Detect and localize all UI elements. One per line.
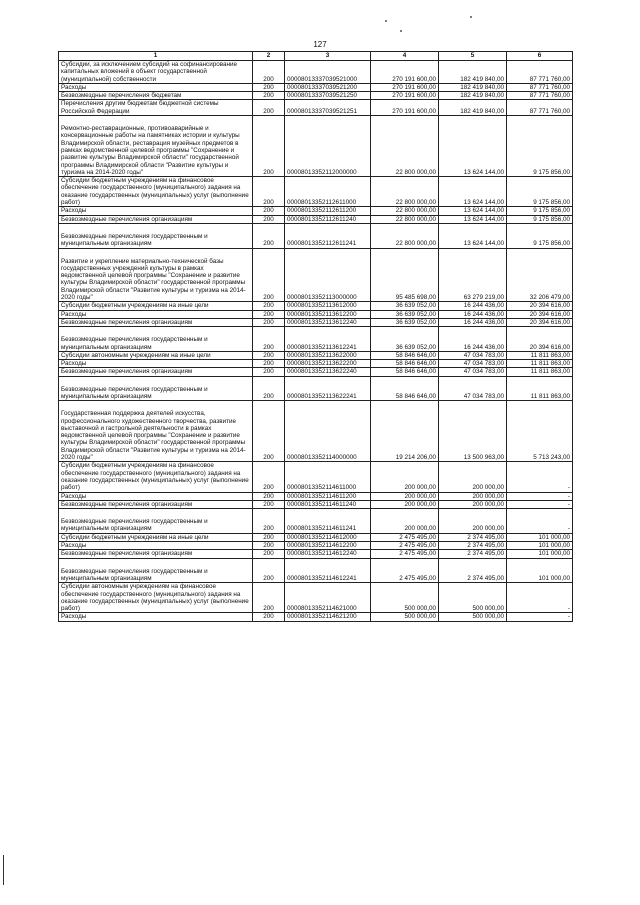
- row-value-col5-cell: 200 000,00: [439, 492, 507, 500]
- row-value-col4-cell: 58 846 646,00: [371, 376, 439, 401]
- row-classification-cell: 00008013352113622000: [285, 351, 371, 359]
- row-value-col4-cell: 200 000,00: [371, 500, 439, 508]
- column-header: 6: [507, 52, 573, 61]
- row-value-col5-cell: 500 000,00: [439, 613, 507, 621]
- header-row: [59, 52, 573, 61]
- row-code-cell: 200: [253, 248, 285, 302]
- table-row: [59, 215, 573, 223]
- row-name-cell: Субсидии бюджетным учреждениям на иные цели: [59, 533, 253, 541]
- row-value-col5-cell: 182 419 840,00: [439, 61, 507, 84]
- scan-speck: [385, 20, 387, 22]
- row-code-cell: 200: [253, 83, 285, 91]
- row-code-cell: 200: [253, 215, 285, 223]
- row-value-col5-cell: 13 624 144,00: [439, 116, 507, 177]
- row-name-cell: Субсидии бюджетным учреждениям на финансовое обеспечение государственного (муниципального) задания на оказание государственных (муниципальных) услуг (выполнение работ): [59, 462, 253, 492]
- row-value-col4-cell: 270 191 600,00: [371, 83, 439, 91]
- row-code-cell: 200: [253, 492, 285, 500]
- row-code-cell: 200: [253, 302, 285, 310]
- row-value-col6-cell: 20 394 616,00: [507, 310, 573, 318]
- row-value-col6-cell: 87 771 760,00: [507, 92, 573, 100]
- row-classification-cell: 00008013352113622240: [285, 368, 371, 376]
- margin-mark: [3, 855, 4, 885]
- row-name-cell: Перечисления другим бюджетам бюджетной системы Российской Федерации: [59, 100, 253, 116]
- row-name-cell: Субсидии бюджетным учреждениям на иные цели: [59, 302, 253, 310]
- row-classification-cell: 00008013352112611000: [285, 177, 371, 207]
- row-code-cell: 200: [253, 401, 285, 462]
- row-value-col4-cell: 19 214 206,00: [371, 401, 439, 462]
- row-value-col4-cell: 58 846 646,00: [371, 351, 439, 359]
- row-classification-cell: 00008013352113612200: [285, 310, 371, 318]
- scan-speck: [470, 16, 472, 18]
- row-value-col6-cell: 20 394 616,00: [507, 318, 573, 326]
- row-classification-cell: 00008013352114621000: [285, 583, 371, 613]
- row-value-col6-cell: -: [507, 583, 573, 613]
- row-value-col4-cell: 2 475 495,00: [371, 550, 439, 558]
- row-code-cell: 200: [253, 550, 285, 558]
- row-code-cell: 200: [253, 116, 285, 177]
- table-row: [59, 223, 573, 248]
- row-value-col6-cell: 87 771 760,00: [507, 100, 573, 116]
- row-name-cell: Субсидии автономным учреждениям на иные цели: [59, 351, 253, 359]
- row-value-col4-cell: 36 639 052,00: [371, 318, 439, 326]
- row-value-col4-cell: 2 475 495,00: [371, 533, 439, 541]
- row-value-col5-cell: 47 034 783,00: [439, 351, 507, 359]
- row-code-cell: 200: [253, 368, 285, 376]
- table-row: [59, 462, 573, 492]
- row-value-col5-cell: 200 000,00: [439, 509, 507, 534]
- row-value-col5-cell: 47 034 783,00: [439, 368, 507, 376]
- table-row: [59, 360, 573, 368]
- row-classification-cell: 00008013352114612240: [285, 550, 371, 558]
- row-name-cell: Безвозмездные перечисления организациям: [59, 368, 253, 376]
- row-value-col6-cell: 9 175 856,00: [507, 215, 573, 223]
- row-code-cell: 200: [253, 223, 285, 248]
- row-value-col4-cell: 2 475 495,00: [371, 542, 439, 550]
- row-name-cell: Субсидии, за исключением субсидий на софинансирование капитальных вложений в объект государственной (муниципальной) собственности: [59, 61, 253, 84]
- row-value-col6-cell: -: [507, 500, 573, 508]
- row-classification-cell: 00008013352112000000: [285, 116, 371, 177]
- row-name-cell: Субсидии автономным учреждениям на финансовое обеспечение государственного (муниципального) задания на оказание государственных (муниципальных) услуг (выполнение работ): [59, 583, 253, 613]
- budget-table: [58, 51, 573, 622]
- row-name-cell: Безвозмездные перечисления организациям: [59, 550, 253, 558]
- row-classification-cell: 00008013352114612241: [285, 558, 371, 583]
- row-value-col6-cell: 9 175 856,00: [507, 116, 573, 177]
- table-row: [59, 302, 573, 310]
- row-code-cell: 200: [253, 318, 285, 326]
- row-code-cell: 200: [253, 360, 285, 368]
- table-row: [59, 509, 573, 534]
- row-name-cell: Безвозмездные перечисления организациям: [59, 215, 253, 223]
- row-classification-cell: 00008013352114611200: [285, 492, 371, 500]
- column-header: 5: [439, 52, 507, 61]
- row-name-cell: Безвозмездные перечисления государственным и муниципальным организациям: [59, 327, 253, 352]
- row-value-col6-cell: -: [507, 462, 573, 492]
- row-value-col5-cell: 13 624 144,00: [439, 177, 507, 207]
- table-row: [59, 368, 573, 376]
- row-value-col6-cell: 5 713 243,00: [507, 401, 573, 462]
- row-classification-cell: 00008013352114612200: [285, 542, 371, 550]
- table-row: [59, 248, 573, 302]
- row-classification-cell: 00008013352114611240: [285, 500, 371, 508]
- row-code-cell: 200: [253, 92, 285, 100]
- row-value-col5-cell: 182 419 840,00: [439, 92, 507, 100]
- row-value-col6-cell: 11 811 863,00: [507, 376, 573, 401]
- row-classification-cell: 00008013352112611200: [285, 207, 371, 215]
- row-name-cell: Безвозмездные перечисления государственным и муниципальным организациям: [59, 376, 253, 401]
- row-value-col6-cell: 87 771 760,00: [507, 61, 573, 84]
- row-code-cell: 200: [253, 542, 285, 550]
- row-classification-cell: 00008013352114621200: [285, 613, 371, 621]
- row-name-cell: Безвозмездные перечисления государственным и муниципальным организациям: [59, 223, 253, 248]
- row-value-col4-cell: 22 800 000,00: [371, 116, 439, 177]
- row-value-col4-cell: 22 800 000,00: [371, 207, 439, 215]
- row-code-cell: 200: [253, 558, 285, 583]
- row-name-cell: Ремонтно-реставрационные, противоаварийные и консервационные работы на памятниках истории и культуры Владимирской области, реставрация музейных предметов в рамках ведомственной целевой программы "Сохранение и развитие культуры Владимирской области" государственной программы Владимирской области "Развитие культуры и туризма на 2014-2020 годы": [59, 116, 253, 177]
- table-row: [59, 116, 573, 177]
- row-value-col5-cell: 13 624 144,00: [439, 223, 507, 248]
- row-value-col4-cell: 2 475 495,00: [371, 558, 439, 583]
- column-header: 2: [253, 52, 285, 61]
- table-row: [59, 401, 573, 462]
- row-value-col6-cell: 9 175 856,00: [507, 207, 573, 215]
- row-value-col5-cell: 16 244 436,00: [439, 302, 507, 310]
- row-value-col5-cell: 13 624 144,00: [439, 207, 507, 215]
- row-code-cell: 200: [253, 376, 285, 401]
- row-value-col6-cell: 87 771 760,00: [507, 83, 573, 91]
- row-value-col5-cell: 2 374 495,00: [439, 533, 507, 541]
- row-code-cell: 200: [253, 583, 285, 613]
- row-value-col4-cell: 36 639 052,00: [371, 327, 439, 352]
- table-row: [59, 492, 573, 500]
- row-code-cell: 200: [253, 462, 285, 492]
- row-value-col4-cell: 22 800 000,00: [371, 223, 439, 248]
- row-value-col5-cell: 200 000,00: [439, 462, 507, 492]
- row-name-cell: Расходы: [59, 542, 253, 550]
- row-classification-cell: 00008013337039521200: [285, 83, 371, 91]
- row-name-cell: Безвозмездные перечисления государственным и муниципальным организациям: [59, 509, 253, 534]
- row-value-col5-cell: 16 244 436,00: [439, 310, 507, 318]
- table-row: [59, 207, 573, 215]
- table-body: [59, 61, 573, 622]
- row-code-cell: 200: [253, 533, 285, 541]
- row-value-col6-cell: 9 175 856,00: [507, 177, 573, 207]
- row-value-col5-cell: 2 374 495,00: [439, 542, 507, 550]
- row-classification-cell: 00008013352112611240: [285, 215, 371, 223]
- table-row: [59, 550, 573, 558]
- page-number: 127: [313, 40, 327, 49]
- row-classification-cell: 00008013352113622241: [285, 376, 371, 401]
- row-value-col6-cell: 101 000,00: [507, 542, 573, 550]
- row-classification-cell: 00008013337039521000: [285, 61, 371, 84]
- row-code-cell: 200: [253, 207, 285, 215]
- row-name-cell: Субсидии бюджетным учреждениям на финансовое обеспечение государственного (муниципального) задания на оказание государственных (муниципальных) услуг (выполнение работ): [59, 177, 253, 207]
- row-name-cell: Безвозмездные перечисления организациям: [59, 500, 253, 508]
- table-row: [59, 376, 573, 401]
- row-value-col5-cell: 2 374 495,00: [439, 558, 507, 583]
- row-value-col5-cell: 63 279 219,00: [439, 248, 507, 302]
- table-row: [59, 61, 573, 84]
- row-value-col4-cell: 36 639 052,00: [371, 302, 439, 310]
- row-code-cell: 200: [253, 351, 285, 359]
- row-value-col5-cell: 47 034 783,00: [439, 376, 507, 401]
- row-code-cell: 200: [253, 61, 285, 84]
- row-classification-cell: 00008013352113612000: [285, 302, 371, 310]
- row-value-col4-cell: 22 800 000,00: [371, 177, 439, 207]
- row-name-cell: Расходы: [59, 360, 253, 368]
- row-value-col6-cell: 11 811 863,00: [507, 360, 573, 368]
- row-value-col4-cell: 200 000,00: [371, 462, 439, 492]
- row-value-col6-cell: 20 394 616,00: [507, 327, 573, 352]
- row-name-cell: Расходы: [59, 310, 253, 318]
- row-value-col6-cell: 101 000,00: [507, 533, 573, 541]
- row-classification-cell: 00008013352114000000: [285, 401, 371, 462]
- row-value-col4-cell: 270 191 600,00: [371, 61, 439, 84]
- column-header: 3: [285, 52, 371, 61]
- scan-speck: [400, 30, 402, 32]
- table-row: [59, 83, 573, 91]
- row-name-cell: Государственная поддержка деятелей искусства, профессионального художественного творчества, развитие выставочной и гастрольной деятельности в рамках ведомственной целевой программы "Сохранение и развитие культуры Владимирской области" государственной программы Владимирской области "Развитие культуры и туризма на 2014-2020 годы": [59, 401, 253, 462]
- table-row: [59, 558, 573, 583]
- row-value-col5-cell: 16 244 436,00: [439, 318, 507, 326]
- table-row: [59, 177, 573, 207]
- row-classification-cell: 00008013352113622200: [285, 360, 371, 368]
- row-name-cell: Безвозмездные перечисления организациям: [59, 318, 253, 326]
- row-value-col4-cell: 36 639 052,00: [371, 310, 439, 318]
- table-row: [59, 542, 573, 550]
- table-row: [59, 310, 573, 318]
- row-name-cell: Расходы: [59, 83, 253, 91]
- row-value-col6-cell: -: [507, 492, 573, 500]
- row-classification-cell: 00008013352113612241: [285, 327, 371, 352]
- row-value-col6-cell: 11 811 863,00: [507, 351, 573, 359]
- row-code-cell: 200: [253, 177, 285, 207]
- row-value-col4-cell: 58 846 646,00: [371, 360, 439, 368]
- table-row: [59, 500, 573, 508]
- row-classification-cell: 00008013352113000000: [285, 248, 371, 302]
- row-classification-cell: 00008013352113612240: [285, 318, 371, 326]
- row-code-cell: 200: [253, 613, 285, 621]
- row-value-col5-cell: 16 244 436,00: [439, 327, 507, 352]
- row-code-cell: 200: [253, 509, 285, 534]
- row-value-col5-cell: 2 374 495,00: [439, 550, 507, 558]
- row-value-col5-cell: 13 500 963,00: [439, 401, 507, 462]
- row-name-cell: Развитие и укрепление материально-технической базы государственных учреждений культуры в рамках ведомственной целевой программы "Сохранение и развитие культуры Владимирской области" государственной программы Владимирской области "Развитие культуры и туризма на 2014-2020 годы": [59, 248, 253, 302]
- row-value-col4-cell: 500 000,00: [371, 583, 439, 613]
- row-classification-cell: 00008013337039521250: [285, 92, 371, 100]
- row-code-cell: 200: [253, 327, 285, 352]
- row-classification-cell: 00008013352112611241: [285, 223, 371, 248]
- row-code-cell: 200: [253, 100, 285, 116]
- row-value-col4-cell: 22 800 000,00: [371, 215, 439, 223]
- row-name-cell: Расходы: [59, 613, 253, 621]
- row-name-cell: Расходы: [59, 492, 253, 500]
- row-value-col6-cell: 9 175 856,00: [507, 223, 573, 248]
- table-row: [59, 327, 573, 352]
- row-value-col6-cell: 32 206 479,00: [507, 248, 573, 302]
- row-value-col4-cell: 270 191 600,00: [371, 92, 439, 100]
- table-row: [59, 613, 573, 621]
- row-value-col4-cell: 95 485 698,00: [371, 248, 439, 302]
- row-value-col5-cell: 182 419 840,00: [439, 83, 507, 91]
- table-row: [59, 318, 573, 326]
- table-row: [59, 92, 573, 100]
- row-value-col6-cell: 11 811 863,00: [507, 368, 573, 376]
- row-value-col4-cell: 500 000,00: [371, 613, 439, 621]
- table-row: [59, 100, 573, 116]
- row-value-col6-cell: -: [507, 613, 573, 621]
- table-row: [59, 583, 573, 613]
- table-row: [59, 533, 573, 541]
- row-name-cell: Безвозмездные перечисления государственным и муниципальным организациям: [59, 558, 253, 583]
- row-classification-cell: 00008013337039521251: [285, 100, 371, 116]
- row-code-cell: 200: [253, 500, 285, 508]
- row-value-col5-cell: 500 000,00: [439, 583, 507, 613]
- row-name-cell: Безвозмездные перечисления бюджетам: [59, 92, 253, 100]
- row-value-col5-cell: 13 624 144,00: [439, 215, 507, 223]
- row-value-col6-cell: 20 394 616,00: [507, 302, 573, 310]
- row-value-col4-cell: 200 000,00: [371, 492, 439, 500]
- row-classification-cell: 00008013352114612000: [285, 533, 371, 541]
- row-value-col5-cell: 182 419 840,00: [439, 100, 507, 116]
- row-value-col5-cell: 47 034 783,00: [439, 360, 507, 368]
- table-row: [59, 351, 573, 359]
- row-classification-cell: 00008013352114611241: [285, 509, 371, 534]
- row-value-col4-cell: 270 191 600,00: [371, 100, 439, 116]
- column-header: 1: [59, 52, 253, 61]
- row-code-cell: 200: [253, 310, 285, 318]
- row-classification-cell: 00008013352114611000: [285, 462, 371, 492]
- column-header: 4: [371, 52, 439, 61]
- row-name-cell: Расходы: [59, 207, 253, 215]
- row-value-col5-cell: 200 000,00: [439, 500, 507, 508]
- row-value-col6-cell: -: [507, 509, 573, 534]
- row-value-col6-cell: 101 000,00: [507, 550, 573, 558]
- row-value-col4-cell: 58 846 646,00: [371, 368, 439, 376]
- row-value-col6-cell: 101 000,00: [507, 558, 573, 583]
- row-value-col4-cell: 200 000,00: [371, 509, 439, 534]
